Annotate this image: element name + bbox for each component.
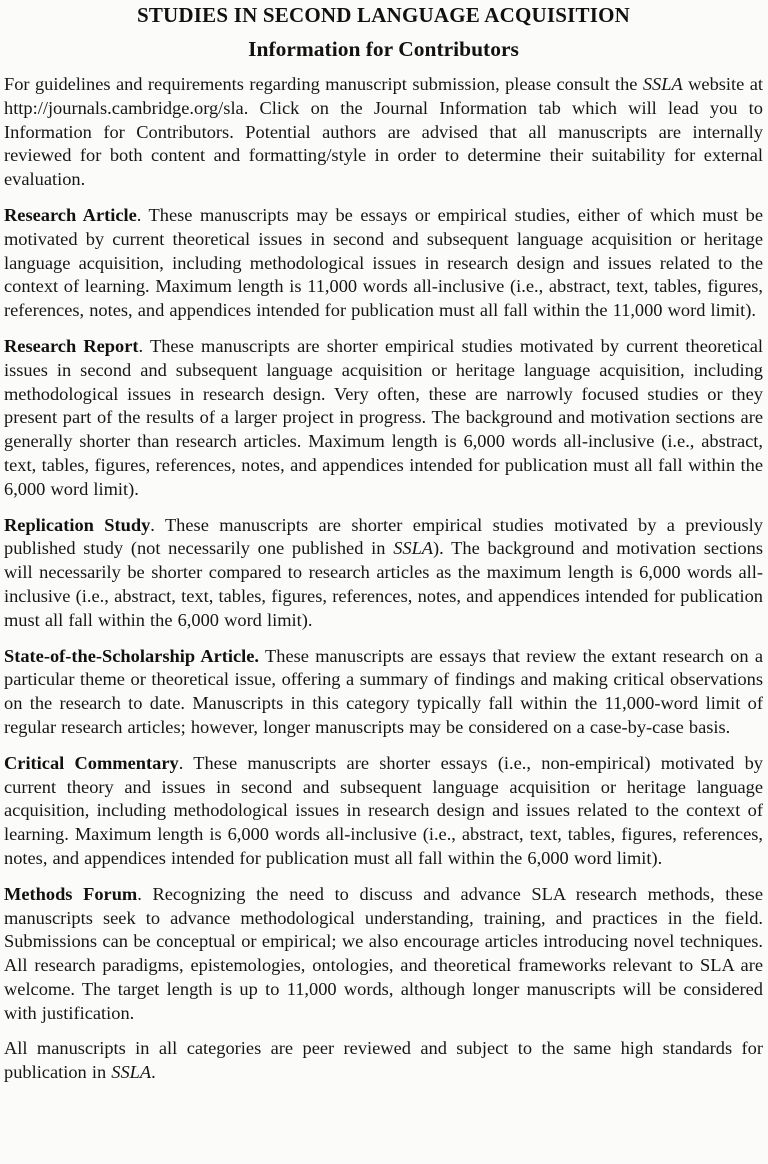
text-segment: . These manuscripts are shorter essays (i.e., non-empirical) motivated by current theory and issues in second and subsequent language acquisition or heritage language acquisition, including methodological issues in research design and issues related to the context of learning. Maximum length is 6,000 words all-inclusive (i.e., abstract, text, tables, figures, references, notes, and appendices intended for publication must all fall within the 6,000 word limit). <box>4 752 763 868</box>
document-body <box>4 73 763 1085</box>
text-segment: All manuscripts in all categories are peer reviewed and subject to the same high standards for publication in <box>4 1038 763 1083</box>
text-segment: ). The background and motivation sections will necessarily be shorter compared to research articles as the maximum length is 6,000 words all-inclusive (i.e., abstract, text, tables, figures, references, notes, and appendices intended for publication must all fall within the 6,000 word limit). <box>4 538 763 630</box>
text-segment: website at http://journals.cambridge.org/sla. Click on the Journal Information tab which will lead you to Information for Contributors. Potential authors are advised that all manuscripts are internally reviewed for both content and formatting/style in order to determine their suitability for external evaluation. <box>4 74 763 190</box>
journal-abbreviation: SSLA <box>642 74 683 94</box>
paragraph-5 <box>4 645 763 740</box>
manuscript-category-heading: Replication Study <box>4 514 151 535</box>
journal-abbreviation: SSLA <box>111 1062 152 1083</box>
text-segment: . Recognizing the need to discuss and advance SLA research methods, these manuscripts seek to advance methodological understanding, training, and practices in the field. Submissions can be conceptual or empirical; we also encourage articles introducing novel techniques. All research paradigms, epistemologies, ontologies, and theoretical frameworks relevant to SLA are welcome. The target length is up to 11,000 words, although longer manuscripts will be considered with justification. <box>4 883 763 1023</box>
paragraph-7 <box>4 883 763 1026</box>
text-segment: For guidelines and requirements regarding manuscript submission, please consult the <box>4 74 643 94</box>
paragraph-4 <box>4 514 763 633</box>
paragraph-6 <box>4 752 763 871</box>
paragraph-1 <box>4 73 763 192</box>
journal-abbreviation: SSLA <box>393 538 434 559</box>
document-subtitle: Information for Contributors <box>248 37 519 61</box>
text-segment: . These manuscripts are shorter empirical studies motivated by current theoretical issues in second and subsequent language acquisition or heritage language acquisition, including methodological issues in research design. Very often, these are narrowly focused studies or they present part of the results of a larger project in progress. The background and motivation sections are generally shorter than research articles. Maximum length is 6,000 words all-inclusive (i.e., abstract, text, tables, figures, references, notes, and appendices intended for publication must all fall within the 6,000 word limit). <box>4 335 763 499</box>
manuscript-category-heading: Critical Commentary <box>4 752 179 773</box>
manuscript-category-heading: Methods Forum <box>4 883 138 904</box>
document-title: STUDIES IN SECOND LANGUAGE ACQUISITION <box>136 3 631 27</box>
text-segment: . These manuscripts may be essays or empirical studies, either of which must be motivated by current theoretical issues in second and subsequent language acquisition or heritage language acquisition, including methodological issues in research design and issues related to the context of learning. Maximum length is 11,000 words all-inclusive (i.e., abstract, text, tables, figures, references, notes, and appendices intended for publication must all fall within the 11,000 word limit). <box>4 204 764 321</box>
text-segment: . <box>151 1062 156 1083</box>
paragraph-2 <box>4 204 763 323</box>
text-segment: . These manuscripts are shorter empirical studies motivated by a previously published study (not necessarily one published in <box>4 514 763 559</box>
manuscript-category-heading: Research Article <box>4 204 137 225</box>
text-segment: These manuscripts are essays that review the extant research on a particular theme or theoretical issue, offering a summary of findings and making critical observations on the research to date. Manuscripts in this category typically fall within the 11,000-word limit of regular research articles; however, longer manuscripts may be considered on a case-by-case basis. <box>4 645 763 737</box>
paragraph-8 <box>4 1037 763 1085</box>
manuscript-category-heading: State-of-the-Scholarship Article. <box>4 645 260 666</box>
paragraph-3 <box>4 335 763 502</box>
manuscript-category-heading: Research Report <box>4 335 139 356</box>
